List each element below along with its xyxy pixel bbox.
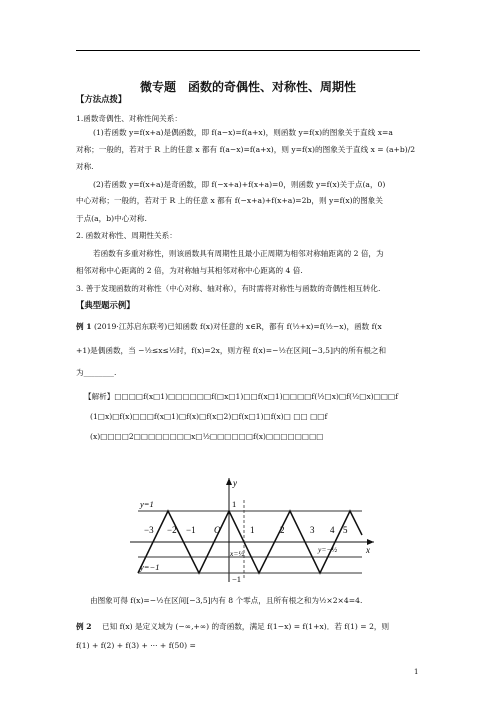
method-line: 3. 善于发现函数的对称性（中心对称、轴对称），有时需将对称性与函数的奇偶性相互转化.: [76, 284, 381, 293]
method-line: (1)若函数 y=f(x+a)是偶函数，即 f(a−x)=f(a+x)，则函数 y=f(x)的图象关于直线 x=a: [93, 128, 393, 137]
method-line: 对称.: [76, 162, 94, 171]
page-title: 微专题 函数的奇偶性、对称性、周期性: [139, 80, 356, 94]
analysis-line: (1□x)□f(x)□□□f(x□1)□f(x)□f(x□2)□f(x□1)□f(x)□ □□ □□f: [90, 412, 328, 421]
header-rule: [76, 50, 420, 51]
tick-label: −2: [167, 525, 177, 535]
example1-line: 为________.: [76, 368, 117, 377]
method-line: 若函数有多重对称性，则该函数具有周期性且最小正周期为相邻对称轴距离的 2 倍，为: [93, 249, 384, 258]
example2-line: 已知 f(x) 是定义域为 (−∞,+∞) 的奇函数，满足 f(1−x) = f(1+x)．若 f(1) = 2，则: [102, 622, 390, 631]
x-axis-label: x: [366, 545, 370, 555]
examples-heading: 【典型题示例】: [76, 300, 135, 310]
label-ym1: y=−1: [140, 562, 160, 572]
example1-line: +1)是偶函数，当 −½≤x≤½时，f(x)=2x，则方程 f(x)=−½在区间[−3,5]内的所有根之和: [76, 346, 387, 355]
method-line: 中心对称；一般的，若对于 R 上的任意 x 都有 f(−x+a)+f(x+a)=2b，则 y=f(x)的图象关: [76, 196, 383, 205]
method-line: 1.函数奇偶性、对称性间关系：: [76, 114, 182, 123]
tick-label: 1: [250, 525, 255, 535]
method-line: 2. 函数对称性、周期性关系：: [76, 231, 177, 240]
example1-line: (2019·江苏启东联考)已知函数 f(x)对任意的 x∈R，都有 f(½+x)=f(½−x)，函数 f(x: [94, 322, 382, 331]
y-axis-label: y: [233, 478, 237, 488]
tick-label: −3: [144, 525, 154, 535]
label-xhalf: x=½: [230, 549, 245, 558]
label-y1: y=1: [140, 499, 154, 509]
method-heading: 【方法点拨】: [76, 94, 127, 104]
example1-label: 例 1: [76, 322, 92, 331]
tick-label: 2: [280, 525, 285, 535]
tick-label: O: [214, 525, 221, 535]
analysis-line: (x)□□□□2□□□□□□□□x□½□□□□□□f(x)□□□□□□□□: [90, 432, 324, 441]
method-line: 相邻对称中心距离的 2 倍，为对称轴与其相邻对称中心距离的 4 倍.: [76, 266, 303, 275]
example2-label: 例 2: [76, 622, 92, 631]
label-1: 1: [232, 499, 237, 509]
tick-label: 5: [343, 525, 348, 535]
zigzag-curve: [138, 511, 362, 573]
tick-label: 4: [330, 525, 335, 535]
label-yhalf: y=−½: [318, 545, 338, 554]
y-axis: [226, 478, 232, 582]
analysis-line: 【解析】□□□□f(x□1)□□□□□□f(□x□1)□□f(x□1)□□□□f(½□x)□f(½□x)□□□f: [84, 392, 399, 401]
method-line: 于点(a，b)中心对称.: [76, 214, 147, 223]
method-line: 对称；一般的，若对于 R 上的任意 x 都有 f(a−x)=f(a+x)，则 y=f(x)的图象关于直线 x = (a+b)/2: [76, 145, 416, 154]
x-axis: [130, 539, 374, 545]
page-number: 1: [414, 668, 419, 676]
tick-label: 3: [310, 525, 315, 535]
method-line: (2)若函数 y=f(x+a)是奇函数，即 f(−x+a)+f(x+a)=0，则函数 y=f(x)关于点(a，0): [93, 180, 386, 189]
tick-label: −1: [186, 525, 196, 535]
label-m1: −1: [232, 574, 242, 584]
example2-line: f(1) + f(2) + f(3) + ··· + f(50) =: [76, 641, 196, 650]
example1-conclusion: 由图象可得 f(x)=−½在区间[−3,5]内有 8 个零点，且所有根之和为½×2×4=4.: [90, 596, 363, 605]
